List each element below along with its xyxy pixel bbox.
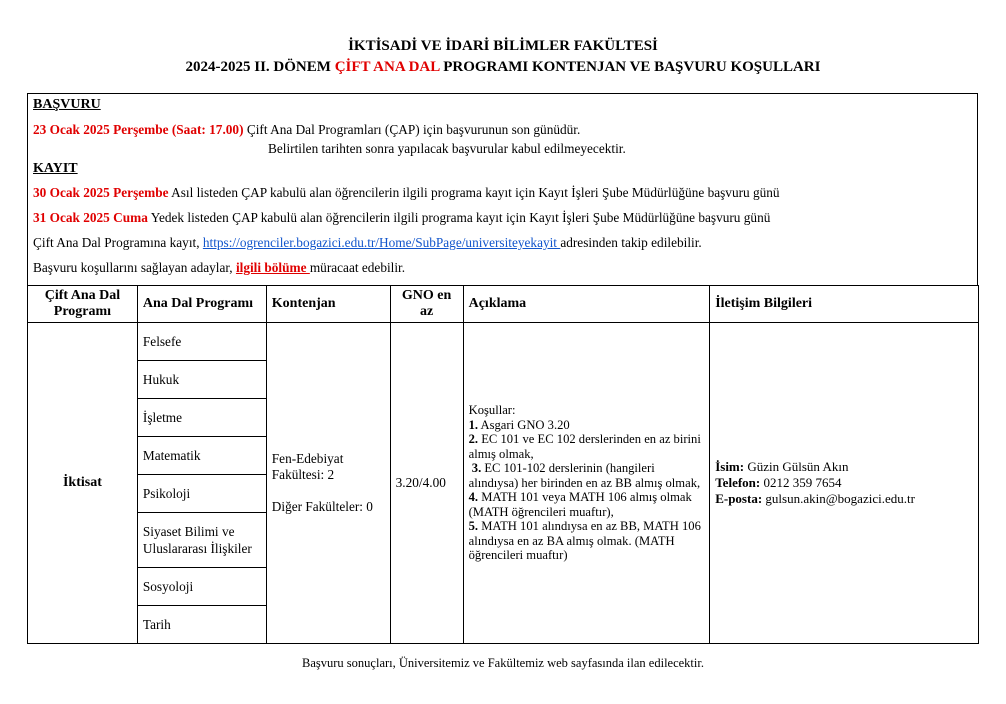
contact-cell: İsim: Güzin Gülsün Akın Telefon: 0212 359 7654 E-posta: gulsun.akin@bogazici.edu.tr [710, 323, 979, 644]
basvuru-heading: BAŞVURU [33, 97, 101, 112]
info-box [27, 93, 978, 285]
ana-dal-item: Psikoloji [137, 475, 266, 513]
ana-dal-item: Sosyoloji [137, 568, 266, 606]
kayit-heading: KAYIT [33, 161, 78, 176]
col-header-kontenjan: Kontenjan [266, 286, 390, 323]
ana-dal-item: Hukuk [137, 361, 266, 399]
ana-dal-item: İşletme [137, 399, 266, 437]
program-name: İktisat [28, 323, 138, 644]
basvuru-note: Belirtilen tarihten sonra yapılacak başvurular kabul edilmeyecektir. [268, 141, 626, 156]
ana-dal-item: Felsefe [137, 323, 266, 361]
gno-cell: 3.20/4.00 [390, 323, 463, 644]
kayit-url-link[interactable]: https://ogrenciler.bogazici.edu.tr/Home/SubPage/universiteyekayit [202, 235, 561, 250]
col-header-ana-dal: Ana Dal Programı [137, 286, 266, 323]
basvuru-deadline: 23 Ocak 2025 Perşembe (Saat: 17.00) Çift Ana Dal Programları (ÇAP) için başvurunun son günüdür. [33, 122, 581, 137]
col-header-iletisim: İletişim Bilgileri [710, 286, 979, 323]
table-row [28, 323, 979, 361]
footer-note: Başvuru sonuçları, Üniversitemiz ve Fakültemiz web sayfasında ilan edilecektir. [302, 656, 704, 670]
ana-dal-item: Siyaset Bilimi ve Uluslararası İlişkiler [137, 513, 266, 568]
document-title: İKTİSADİ VE İDARİ BİLİMLER FAKÜLTESİ [348, 38, 658, 54]
col-header-gno: GNO en az [390, 286, 463, 323]
quota-table [27, 285, 979, 644]
cap-highlight: ÇİFT ANA DAL [334, 59, 440, 75]
kayit-item-1: 30 Ocak 2025 Perşembe Asıl listeden ÇAP kabulü alan öğrencilerin ilgili programa kayıt için Kayıt İşleri Şube Müdürlüğüne başvuru günü [33, 185, 780, 200]
kontenjan-cell: Fen-Edebiyat Fakültesi: 2 Diğer Fakülteler: 0 [266, 323, 390, 644]
table-header-row [28, 286, 979, 323]
document-subtitle: 2024-2025 II. DÖNEM ÇİFT ANA DAL PROGRAMI KONTENJAN VE BAŞVURU KOŞULLARI [185, 59, 821, 75]
kayit-item-2: 31 Ocak 2025 Cuma Yedek listeden ÇAP kabulü alan öğrencilerin ilgili programa kayıt için Kayıt İşleri Şube Müdürlüğüne başvuru günü [33, 210, 771, 225]
ana-dal-item: Tarih [137, 606, 266, 644]
conditions-cell: Koşullar: 1. Asgari GNO 3.20 2. EC 101 ve EC 102 derslerinden en az birini almış olmak, 3. EC 101-102 derslerinin (hangileri alındıysa) her birinden en az BB almış olmak, 4. MATH 101 veya MATH 106 almış olmak (MATH öğrencileri muaftır), 5. MATH 101 alındıysa en az BB, MATH 106 alındıysa en az BA almış olmak. (MATH öğrencileri muaftır) [463, 323, 710, 644]
kayit-link-line: Çift Ana Dal Programına kayıt, https://ogrenciler.bogazici.edu.tr/Home/SubPage/universiteyekayit adresinden takip edilebilir. [33, 235, 702, 250]
col-header-cap: Çift Ana Dal Programı [28, 286, 138, 323]
contact-email[interactable]: gulsun.akin@bogazici.edu.tr [762, 491, 915, 506]
ana-dal-item: Matematik [137, 437, 266, 475]
col-header-aciklama: Açıklama [463, 286, 710, 323]
apply-line: Başvuru koşullarını sağlayan adaylar, ilgili bölüme müracaat edebilir. [33, 260, 406, 275]
ilgili-bolume-link[interactable]: ilgili bölüme [235, 260, 310, 275]
